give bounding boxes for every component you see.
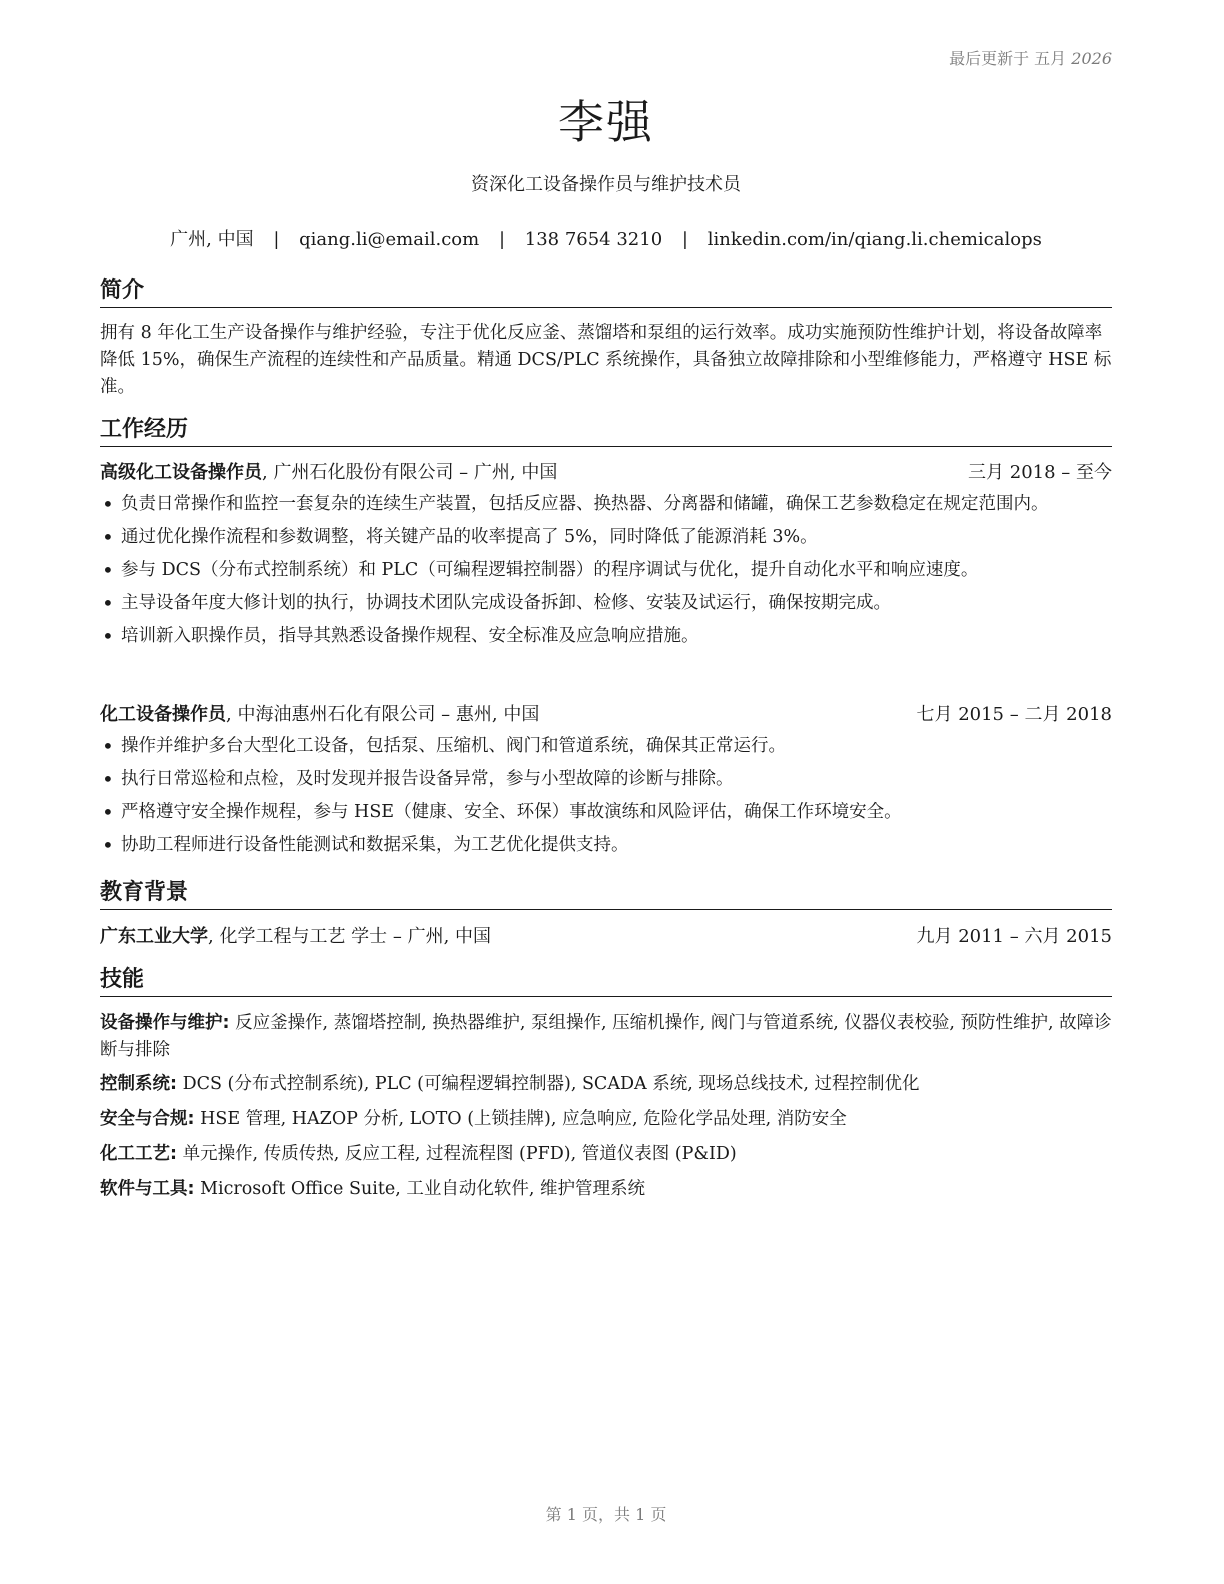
section-heading-education: 教育背景 (100, 879, 1112, 910)
section-heading-experience: 工作经历 (100, 416, 1112, 447)
list-item: • 主导设备年度大修计划的执行，协调技术团队完成设备拆卸、检修、安装及试运行，确保按期完成。 (100, 590, 1112, 617)
skill-list: 单元操作, 传质传热, 反应工程, 过程流程图 (PFD), 管道仪表图 (P&ID) (177, 1144, 737, 1164)
contact-phone[interactable]: 138 7654 3210 (524, 229, 663, 250)
job-header (100, 460, 1112, 486)
contact-email[interactable]: qiang.li@email.com (299, 229, 480, 250)
job-header (100, 702, 1112, 728)
skill-row (100, 1106, 1112, 1133)
contact-linkedin[interactable]: linkedin.com/in/qiang.li.chemicalops (707, 229, 1042, 250)
education-date: 九月 2011 – 六月 2015 (916, 926, 1112, 947)
job-org: , 广州石化股份有限公司 – 广州, 中国 (262, 462, 558, 483)
job-role: 高级化工设备操作员 (100, 462, 262, 483)
job-bullets (100, 491, 1112, 650)
list-item: • 负责日常操作和监控一套复杂的连续生产装置，包括反应器、换热器、分离器和储罐，确保工艺参数稳定在规定范围内。 (100, 491, 1112, 518)
contact-separator: | (273, 229, 280, 250)
education-entry (100, 924, 1112, 950)
skill-list: Microsoft Office Suite, 工业自动化软件, 维护管理系统 (194, 1179, 645, 1199)
skill-category: 设备操作与维护: (100, 1013, 230, 1033)
skill-category: 化工工艺: (100, 1144, 177, 1164)
list-item: • 严格遵守安全操作规程，参与 HSE（健康、安全、环保）事故演练和风险评估，确保工作环境安全。 (100, 799, 1112, 826)
skill-list: HSE 管理, HAZOP 分析, LOTO (上锁挂牌), 应急响应, 危险化学品处理, 消防安全 (194, 1109, 847, 1129)
job-org: , 中海油惠州石化有限公司 – 惠州, 中国 (226, 704, 540, 725)
last-updated-year: 2026 (1071, 49, 1112, 68)
skill-category: 软件与工具: (100, 1179, 195, 1199)
list-item: • 通过优化操作流程和参数调整，将关键产品的收率提高了 5%，同时降低了能源消耗 3%。 (100, 524, 1112, 551)
contact-location: 广州, 中国 (170, 229, 254, 250)
job-bullets (100, 733, 1112, 859)
skill-row (100, 1176, 1112, 1203)
contact-separator: | (681, 229, 688, 250)
summary-text: 拥有 8 年化工生产设备操作与维护经验，专注于优化反应釜、蒸馏塔和泵组的运行效率。成功实施预防性维护计划，将设备故障率降低 15%，确保生产流程的连续性和产品质量。精通 DCS/PLC 系统操作，具备独立故障排除和小型维修能力，严格遵守 HSE 标准。 (100, 323, 1112, 397)
skill-row (100, 1010, 1112, 1064)
job-date: 三月 2018 – 至今 (968, 462, 1112, 483)
list-item: • 协助工程师进行设备性能测试和数据采集，为工艺优化提供支持。 (100, 832, 1112, 859)
skill-row (100, 1141, 1112, 1168)
skill-category: 控制系统: (100, 1074, 177, 1094)
skill-list: DCS (分布式控制系统), PLC (可编程逻辑控制器), SCADA 系统, 现场总线技术, 过程控制优化 (177, 1074, 920, 1094)
resume-page (100, 0, 1112, 1584)
list-item: • 操作并维护多台大型化工设备，包括泵、压缩机、阀门和管道系统，确保其正常运行。 (100, 733, 1112, 760)
list-item: • 培训新入职操作员，指导其熟悉设备操作规程、安全标准及应急响应措施。 (100, 623, 1112, 650)
contact-line (100, 225, 1112, 251)
education-school: 广东工业大学 (100, 926, 208, 947)
skill-category: 安全与合规: (100, 1109, 195, 1129)
job-role: 化工设备操作员 (100, 704, 226, 725)
education-detail: , 化学工程与工艺 学士 – 广州, 中国 (208, 926, 492, 947)
section-heading-summary: 简介 (100, 277, 1112, 308)
contact-separator: | (498, 229, 506, 250)
list-item: • 执行日常巡检和点检，及时发现并报告设备异常，参与小型故障的诊断与排除。 (100, 766, 1112, 793)
list-item: • 参与 DCS（分布式控制系统）和 PLC（可编程逻辑控制器）的程序调试与优化，提升自动化水平和响应速度。 (100, 557, 1112, 584)
page-footer: 第 1 页，共 1 页 (545, 1505, 667, 1524)
job-date: 七月 2015 – 二月 2018 (916, 704, 1112, 725)
skill-row (100, 1071, 1112, 1098)
candidate-title: 资深化工设备操作员与维护技术员 (471, 174, 741, 195)
last-updated-label: 最后更新于 五月 (949, 49, 1067, 68)
skill-list: 反应釜操作, 蒸馏塔控制, 换热器维护, 泵组操作, 压缩机操作, 阀门与管道系统, 仪器仪表校验, 预防性维护, 故障诊断与排除 (100, 1013, 1112, 1060)
last-updated (949, 46, 1112, 69)
section-heading-skills: 技能 (100, 966, 1112, 997)
candidate-name: 李强 (558, 95, 654, 149)
